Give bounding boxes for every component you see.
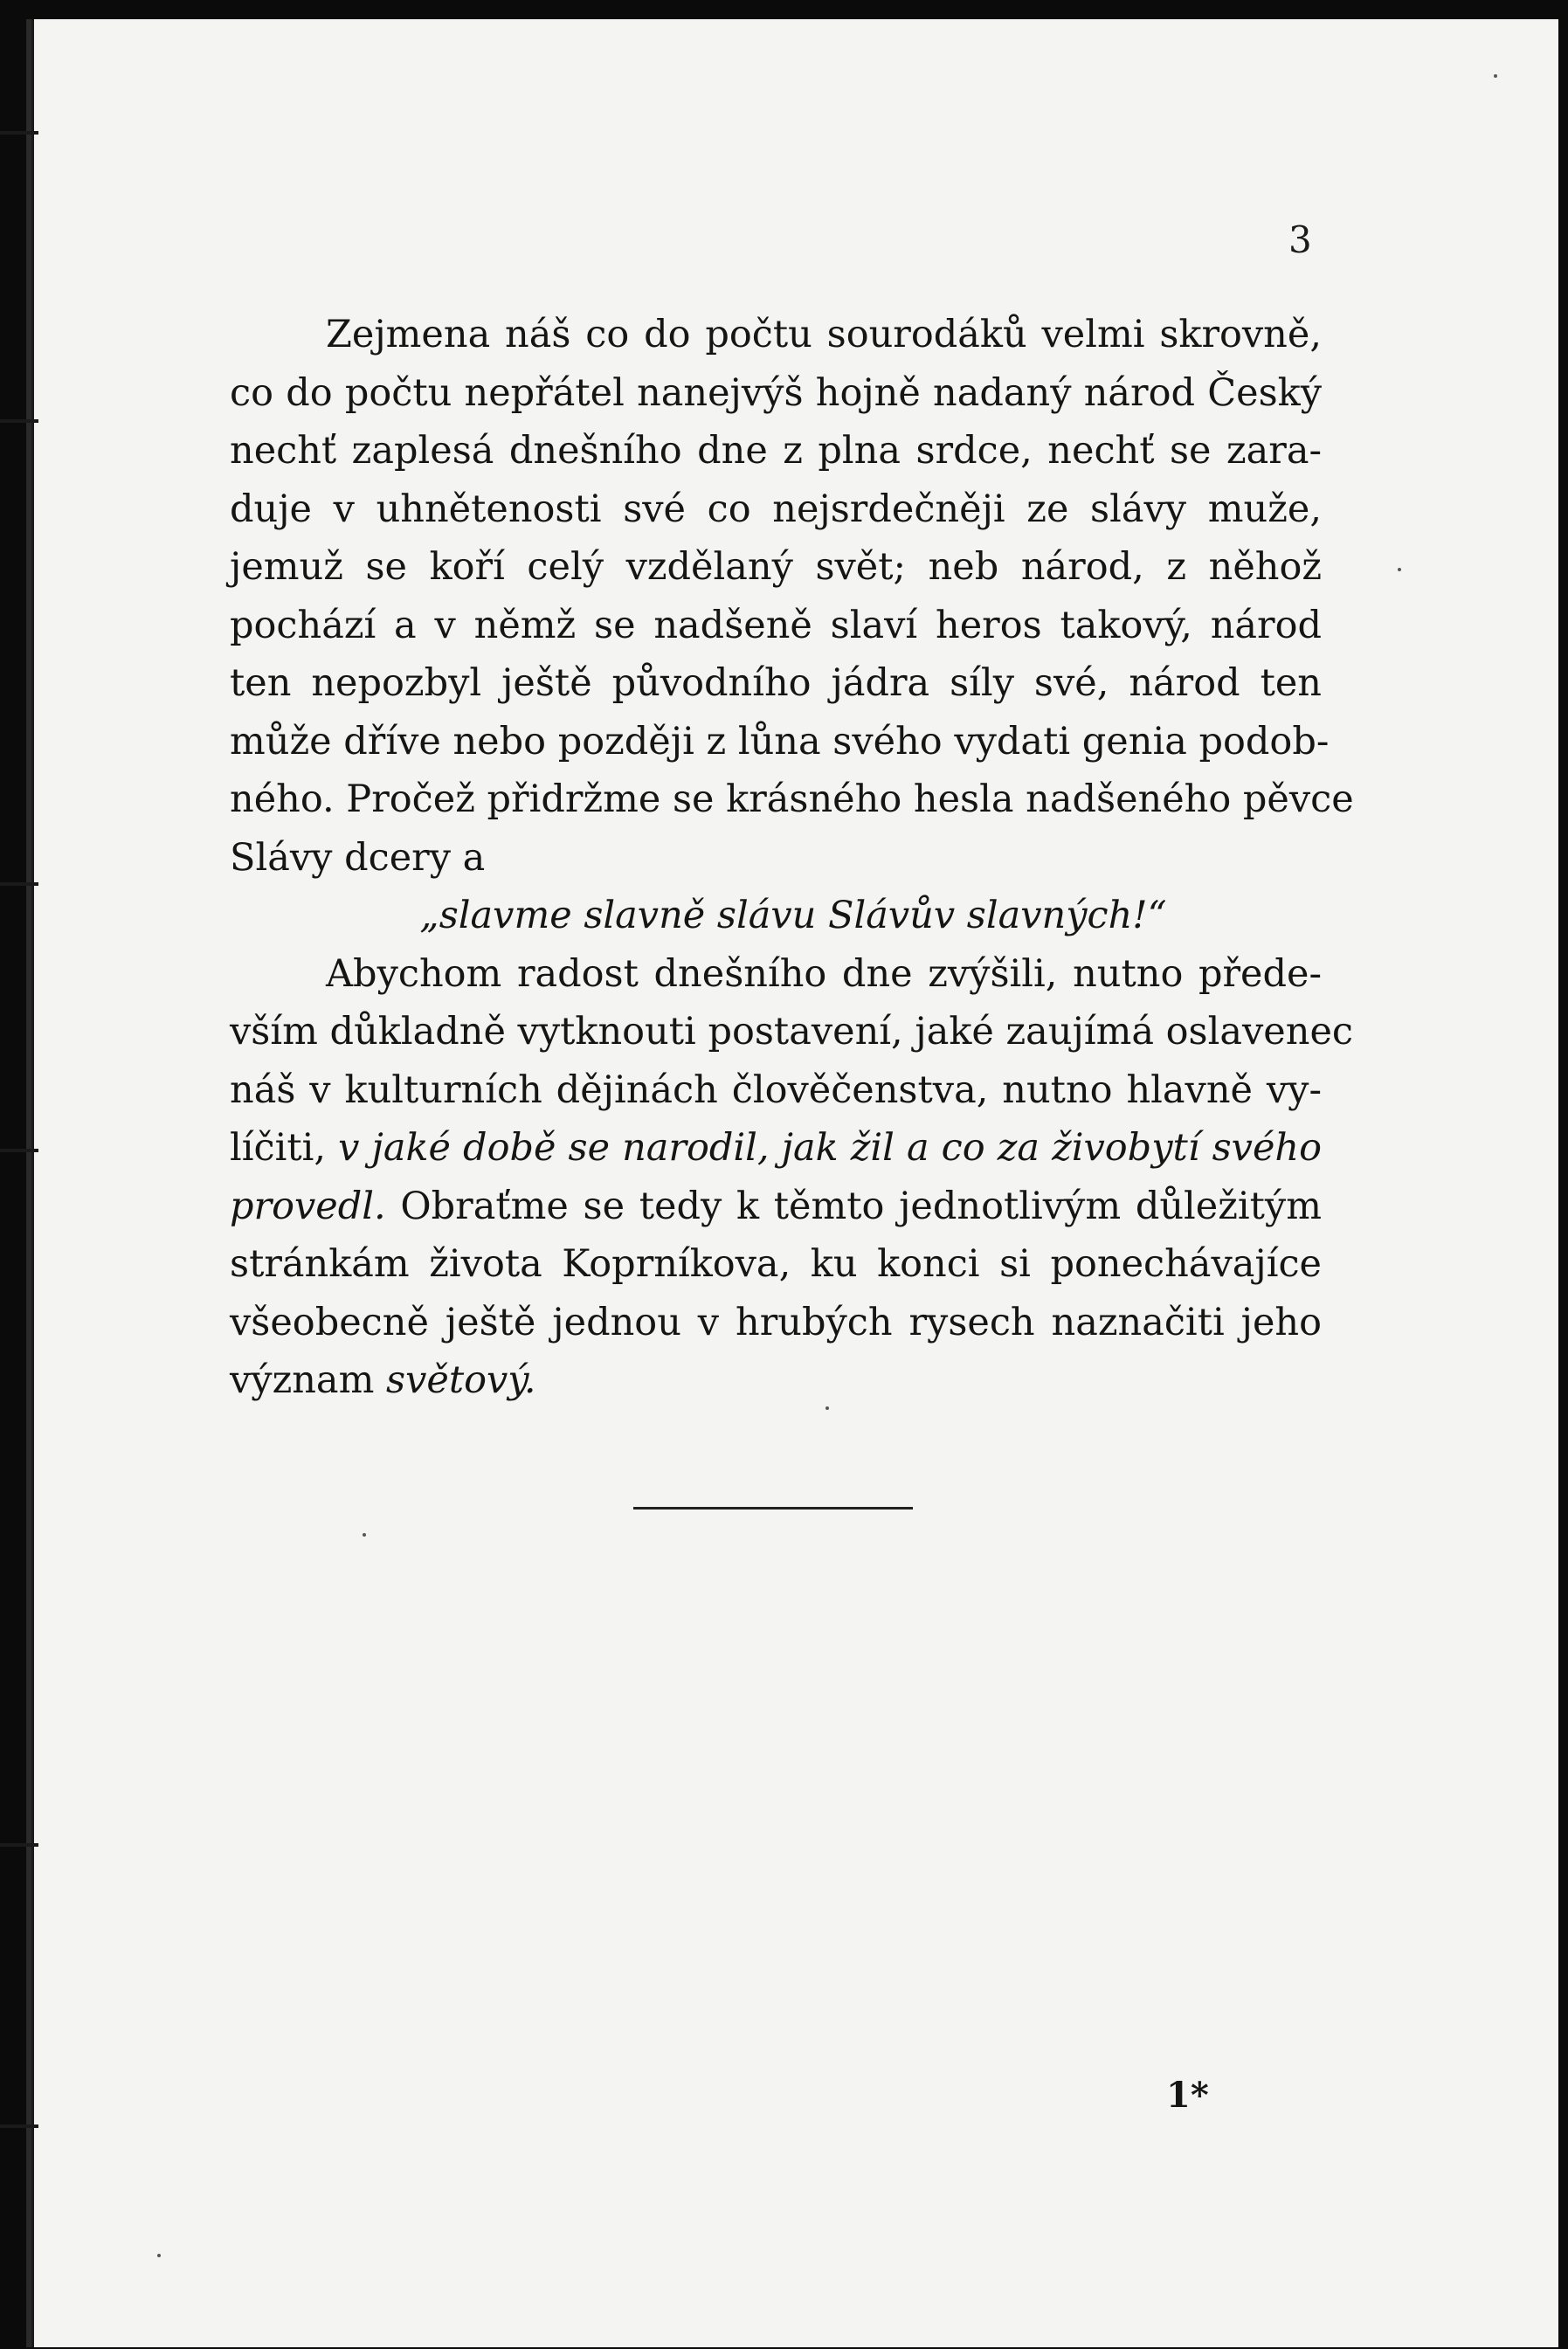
binding-mark <box>0 882 38 886</box>
text-line: nechť zaplesá dnešního dne z plna srdce, nechť se zara- <box>230 429 1322 473</box>
binding-mark <box>0 131 38 135</box>
text-line: Slávy dcery a <box>230 835 486 880</box>
text-line: vším důkladně vytknouti postavení, jaké zaujímá oslavenec <box>230 1010 1353 1054</box>
text-line: ného. Pročež přidržme se krásného hesla nadšeného pěvce <box>230 777 1354 821</box>
text-line: co do počtu nepřátel nanejvýš hojně nadaný národ Český <box>230 370 1322 415</box>
text-line: Abychom radost dnešního dne zvýšili, nutno přede- <box>326 951 1322 996</box>
text-segment: význam <box>230 1358 375 1402</box>
text-line <box>230 1119 1322 1178</box>
paper-speck <box>1494 74 1497 78</box>
paper-speck <box>157 2254 161 2257</box>
italic-segment: v jaké době se narodil, jak žil a co za živobytí svého <box>338 1126 1322 1170</box>
text-segment: líčiti, <box>230 1126 327 1170</box>
text-line: může dříve nebo později z lůna svého vydati genia podob- <box>230 719 1330 763</box>
body-text <box>230 306 1354 1410</box>
text-segment: Obraťme se tedy k těmto jednotlivým důležitým <box>400 1184 1322 1228</box>
section-divider <box>633 1507 913 1510</box>
paper-speck <box>363 1533 366 1537</box>
italic-segment: světový. <box>386 1358 536 1402</box>
text-line: jemuž se koří celý vzdělaný svět; neb národ, z něhož <box>230 545 1322 589</box>
text-line: náš v kulturních dějinách člověčenstva, nutno hlavně vy- <box>230 1067 1322 1112</box>
binding-mark <box>0 419 38 423</box>
quoted-motto: „slavme slavně slávu Slávův slavných!“ <box>419 894 1167 937</box>
italic-segment: provedl. <box>230 1184 386 1228</box>
text-line: Zejmena náš co do počtu sourodáků velmi skrovně, <box>326 313 1322 356</box>
paper-speck <box>1398 568 1401 571</box>
paper-speck <box>825 1406 829 1410</box>
binding-mark <box>0 1843 38 1847</box>
printer-signature-mark: 1* <box>1166 2075 1209 2116</box>
binding-mark <box>0 1149 38 1152</box>
text-line <box>230 1351 1322 1410</box>
text-line: stránkám života Koprníkova, ku konci si ponechávajíce <box>230 1242 1322 1286</box>
text-line <box>230 1178 1322 1236</box>
text-line: duje v uhnětenosti své co nejsrdečněji ze slávy muže, <box>230 487 1322 531</box>
text-line: ten nepozbyl ještě původního jádra síly své, národ ten <box>230 661 1322 705</box>
text-line: všeobecně ještě jednou v hrubých rysech naznačiti jeho <box>230 1300 1322 1344</box>
binding-mark <box>0 2124 38 2128</box>
page-number: 3 <box>1288 218 1312 261</box>
text-line: pochází a v němž se nadšeně slaví heros takový, národ <box>230 603 1322 647</box>
